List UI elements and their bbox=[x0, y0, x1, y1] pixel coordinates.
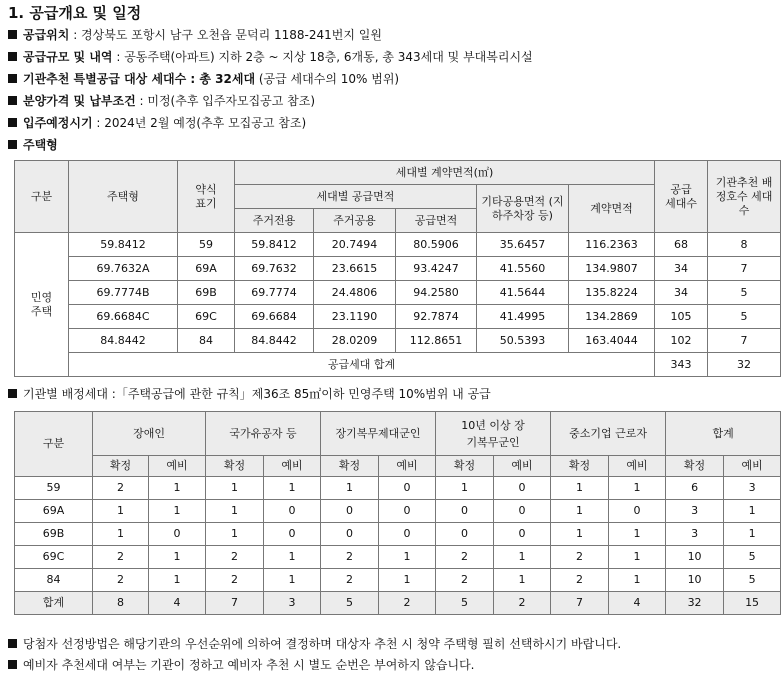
table-cell: 2 bbox=[551, 546, 609, 569]
t1-group-label: 민영 주택 bbox=[15, 233, 69, 377]
table-cell: 1 bbox=[149, 477, 206, 500]
t1-header-supply-area: 세대별 공급면적 bbox=[235, 185, 477, 209]
table-cell: 69.6684 bbox=[235, 305, 314, 329]
table-cell: 69C bbox=[178, 305, 235, 329]
table-cell: 10 bbox=[666, 546, 724, 569]
note-selection-method: 당첨자 선정방법은 해당기관의 우선순위에 의하여 결정하며 대상자 추천 시 청약 주택형 필히 선택하시기 바랍니다. bbox=[8, 635, 621, 652]
table-cell: 2 bbox=[436, 546, 494, 569]
table-cell: 7 bbox=[551, 592, 609, 615]
table-cell: 1 bbox=[494, 569, 551, 592]
t1-header-inst-units: 기관추천 배정호수 세대수 bbox=[708, 161, 781, 233]
table-cell: 5 bbox=[708, 305, 781, 329]
section-title: 1. 공급개요 및 일정 bbox=[8, 4, 142, 22]
t1-header-supply: 공급면적 bbox=[396, 209, 477, 233]
table-cell: 2 bbox=[494, 592, 551, 615]
table-cell: 0 bbox=[321, 523, 379, 546]
table-cell: 28.0209 bbox=[314, 329, 396, 353]
table-total-row bbox=[15, 592, 781, 615]
table-cell: 23.6615 bbox=[314, 257, 396, 281]
table-cell: 35.6457 bbox=[477, 233, 569, 257]
info-scale: 공급규모 및 내역 : 공동주택(아파트) 지하 2층 ~ 지상 18층, 6개동, 총 343세대 및 부대복리시설 bbox=[8, 48, 533, 65]
table-row bbox=[15, 546, 781, 569]
table-cell: 0 bbox=[609, 500, 666, 523]
table-cell: 1 bbox=[264, 546, 321, 569]
table-cell: 69.7774B bbox=[69, 281, 178, 305]
table-cell: 2 bbox=[93, 569, 149, 592]
table-cell: 0 bbox=[436, 523, 494, 546]
table-cell: 1 bbox=[609, 477, 666, 500]
institution-allocation-table bbox=[14, 411, 781, 615]
table-cell: 112.8651 bbox=[396, 329, 477, 353]
table-row bbox=[15, 569, 781, 592]
t2-subheader-reserve: 예비 bbox=[494, 456, 551, 477]
table-cell: 1 bbox=[551, 523, 609, 546]
table-cell: 0 bbox=[379, 500, 436, 523]
t1-header-exclusive: 주거전용 bbox=[235, 209, 314, 233]
table-cell: 102 bbox=[655, 329, 708, 353]
table-cell: 1 bbox=[264, 477, 321, 500]
table-cell: 5 bbox=[708, 281, 781, 305]
table-row bbox=[15, 329, 781, 353]
table-row bbox=[15, 500, 781, 523]
table-cell: 2 bbox=[93, 546, 149, 569]
bullet-square-icon bbox=[8, 389, 17, 398]
t2-subheader-confirmed: 확정 bbox=[321, 456, 379, 477]
table-cell: 8 bbox=[93, 592, 149, 615]
table-row bbox=[15, 523, 781, 546]
table-cell: 2 bbox=[321, 546, 379, 569]
table-cell: 34 bbox=[655, 257, 708, 281]
t2-subheader-confirmed: 확정 bbox=[206, 456, 264, 477]
bullet-square-icon bbox=[8, 96, 17, 105]
table-cell: 0 bbox=[264, 500, 321, 523]
table-cell: 1 bbox=[93, 523, 149, 546]
table-cell: 32 bbox=[666, 592, 724, 615]
table-cell: 0 bbox=[379, 477, 436, 500]
t1-header-housing-type: 주택형 bbox=[69, 161, 178, 233]
table-cell: 1 bbox=[724, 500, 781, 523]
table-cell: 59 bbox=[178, 233, 235, 257]
table-cell: 23.1190 bbox=[314, 305, 396, 329]
t2-header-gubun: 구분 bbox=[15, 412, 93, 477]
bullet-square-icon bbox=[8, 30, 17, 39]
table-cell: 2 bbox=[206, 569, 264, 592]
table-cell: 0 bbox=[494, 523, 551, 546]
table-cell: 50.5393 bbox=[477, 329, 569, 353]
table-cell: 84 bbox=[15, 569, 93, 592]
t2-subheader-confirmed: 확정 bbox=[551, 456, 609, 477]
t1-total-label: 공급세대 합계 bbox=[69, 353, 655, 377]
table-cell: 4 bbox=[149, 592, 206, 615]
table-cell: 2 bbox=[321, 569, 379, 592]
t2-header-sme-workers: 중소기업 근로자 bbox=[551, 412, 666, 456]
table-cell: 59.8412 bbox=[69, 233, 178, 257]
t2-subheader-reserve: 예비 bbox=[149, 456, 206, 477]
table-cell: 0 bbox=[494, 477, 551, 500]
table-cell: 3 bbox=[666, 500, 724, 523]
table-cell: 7 bbox=[206, 592, 264, 615]
table-row bbox=[15, 281, 781, 305]
bullet-square-icon bbox=[8, 639, 17, 648]
bullet-square-icon bbox=[8, 118, 17, 127]
table-cell: 105 bbox=[655, 305, 708, 329]
table-cell: 1 bbox=[149, 500, 206, 523]
table-cell: 5 bbox=[321, 592, 379, 615]
t2-subheader-reserve: 예비 bbox=[609, 456, 666, 477]
table-cell: 1 bbox=[551, 477, 609, 500]
note-reserve-policy: 예비자 추천세대 여부는 기관이 정하고 예비자 추천 시 별도 순번은 부여하지 않습니다. bbox=[8, 656, 475, 673]
table-cell: 3 bbox=[724, 477, 781, 500]
table-cell: 134.9807 bbox=[569, 257, 655, 281]
table-cell: 84.8442 bbox=[69, 329, 178, 353]
table-cell: 1 bbox=[551, 500, 609, 523]
table-cell: 1 bbox=[206, 477, 264, 500]
t2-header-total: 합계 bbox=[666, 412, 781, 456]
table-cell: 2 bbox=[551, 569, 609, 592]
t2-subheader-confirmed: 확정 bbox=[666, 456, 724, 477]
table-cell: 93.4247 bbox=[396, 257, 477, 281]
table-cell: 6 bbox=[666, 477, 724, 500]
table-cell: 0 bbox=[264, 523, 321, 546]
table-row bbox=[15, 305, 781, 329]
table-cell: 69A bbox=[178, 257, 235, 281]
t2-subheader-reserve: 예비 bbox=[379, 456, 436, 477]
t2-header-discharged: 장기복무제대군인 bbox=[321, 412, 436, 456]
table-cell: 94.2580 bbox=[396, 281, 477, 305]
table-cell: 5 bbox=[724, 569, 781, 592]
table-cell: 0 bbox=[494, 500, 551, 523]
t2-header-disabled: 장애인 bbox=[93, 412, 206, 456]
t1-total-inst: 32 bbox=[708, 353, 781, 377]
table-cell: 69B bbox=[15, 523, 93, 546]
table-cell: 134.2869 bbox=[569, 305, 655, 329]
housing-type-table bbox=[14, 160, 781, 377]
table-cell: 2 bbox=[436, 569, 494, 592]
table-cell: 0 bbox=[436, 500, 494, 523]
table-cell: 합계 bbox=[15, 592, 93, 615]
info-institution-units: 기관추천 특별공급 대상 세대수 : 총 32세대 (공급 세대수의 10% 범위) bbox=[8, 70, 399, 87]
t2-subheader-confirmed: 확정 bbox=[436, 456, 494, 477]
table-cell: 2 bbox=[206, 546, 264, 569]
table-cell: 41.4995 bbox=[477, 305, 569, 329]
table-cell: 68 bbox=[655, 233, 708, 257]
table-cell: 24.4806 bbox=[314, 281, 396, 305]
table-cell: 1 bbox=[379, 546, 436, 569]
table-cell: 1 bbox=[436, 477, 494, 500]
info-price: 분양가격 및 납부조건 : 미정(추후 입주자모집공고 참조) bbox=[8, 92, 315, 109]
info-location: 공급위치 : 경상북도 포항시 남구 오천읍 문덕리 1188-241번지 일원 bbox=[8, 26, 382, 43]
table-cell: 1 bbox=[206, 500, 264, 523]
t1-total-supply: 343 bbox=[655, 353, 708, 377]
table-cell: 69.7632 bbox=[235, 257, 314, 281]
table-cell: 59.8412 bbox=[235, 233, 314, 257]
table-cell: 69.7632A bbox=[69, 257, 178, 281]
table-cell: 15 bbox=[724, 592, 781, 615]
table-cell: 1 bbox=[149, 546, 206, 569]
table-cell: 5 bbox=[724, 546, 781, 569]
table-cell: 34 bbox=[655, 281, 708, 305]
bullet-square-icon bbox=[8, 74, 17, 83]
table-cell: 7 bbox=[708, 257, 781, 281]
table-cell: 3 bbox=[264, 592, 321, 615]
table-cell: 41.5644 bbox=[477, 281, 569, 305]
t1-header-common: 주거공용 bbox=[314, 209, 396, 233]
table-cell: 69C bbox=[15, 546, 93, 569]
table-cell: 0 bbox=[149, 523, 206, 546]
table-row bbox=[15, 477, 781, 500]
table-total-row bbox=[15, 353, 781, 377]
table-cell: 1 bbox=[724, 523, 781, 546]
t2-subheader-reserve: 예비 bbox=[264, 456, 321, 477]
table-row bbox=[15, 233, 781, 257]
table-cell: 80.5906 bbox=[396, 233, 477, 257]
info-housing-type: 주택형 bbox=[8, 136, 58, 153]
table-cell: 2 bbox=[379, 592, 436, 615]
table-cell: 41.5560 bbox=[477, 257, 569, 281]
table-cell: 20.7494 bbox=[314, 233, 396, 257]
table-cell: 7 bbox=[708, 329, 781, 353]
t1-header-supply-units: 공급 세대수 bbox=[655, 161, 708, 233]
table-cell: 1 bbox=[321, 477, 379, 500]
table-cell: 10 bbox=[666, 569, 724, 592]
table-cell: 59 bbox=[15, 477, 93, 500]
table-cell: 1 bbox=[264, 569, 321, 592]
table2-caption: 기관별 배정세대 :「주택공급에 관한 규칙」제36조 85㎡이하 민영주택 10%범위 내 공급 bbox=[8, 385, 491, 402]
table-cell: 69A bbox=[15, 500, 93, 523]
bullet-square-icon bbox=[8, 52, 17, 61]
table-cell: 1 bbox=[93, 500, 149, 523]
table-cell: 1 bbox=[609, 569, 666, 592]
table-cell: 135.8224 bbox=[569, 281, 655, 305]
t2-header-veterans: 국가유공자 등 bbox=[206, 412, 321, 456]
table-cell: 2 bbox=[93, 477, 149, 500]
t1-header-contract-area: 세대별 계약면적(㎡) bbox=[235, 161, 655, 185]
bullet-square-icon bbox=[8, 660, 17, 669]
t1-header-gubun: 구분 bbox=[15, 161, 69, 233]
table-cell: 163.4044 bbox=[569, 329, 655, 353]
table-cell: 84.8442 bbox=[235, 329, 314, 353]
t1-header-contract: 계약면적 bbox=[569, 185, 655, 233]
table-row bbox=[15, 257, 781, 281]
table-cell: 92.7874 bbox=[396, 305, 477, 329]
bullet-square-icon bbox=[8, 140, 17, 149]
table-cell: 116.2363 bbox=[569, 233, 655, 257]
table-cell: 1 bbox=[609, 523, 666, 546]
table-cell: 8 bbox=[708, 233, 781, 257]
table-cell: 1 bbox=[609, 546, 666, 569]
table-cell: 1 bbox=[379, 569, 436, 592]
table-cell: 69B bbox=[178, 281, 235, 305]
table-cell: 1 bbox=[494, 546, 551, 569]
table-cell: 4 bbox=[609, 592, 666, 615]
table-cell: 0 bbox=[379, 523, 436, 546]
table-cell: 69.7774 bbox=[235, 281, 314, 305]
table-cell: 1 bbox=[206, 523, 264, 546]
table-cell: 3 bbox=[666, 523, 724, 546]
table-cell: 0 bbox=[321, 500, 379, 523]
t2-header-long-service: 10년 이상 장기복무군인 bbox=[436, 412, 551, 456]
info-move-in: 입주예정시기 : 2024년 2월 예정(추후 모집공고 참조) bbox=[8, 114, 306, 131]
table-cell: 84 bbox=[178, 329, 235, 353]
t2-subheader-reserve: 예비 bbox=[724, 456, 781, 477]
t2-subheader-confirmed: 확정 bbox=[93, 456, 149, 477]
table-cell: 69.6684C bbox=[69, 305, 178, 329]
t1-header-other-common: 기타공용면적 (지하주차장 등) bbox=[477, 185, 569, 233]
t1-header-abbr: 약식 표기 bbox=[178, 161, 235, 233]
table-cell: 5 bbox=[436, 592, 494, 615]
table-cell: 1 bbox=[149, 569, 206, 592]
